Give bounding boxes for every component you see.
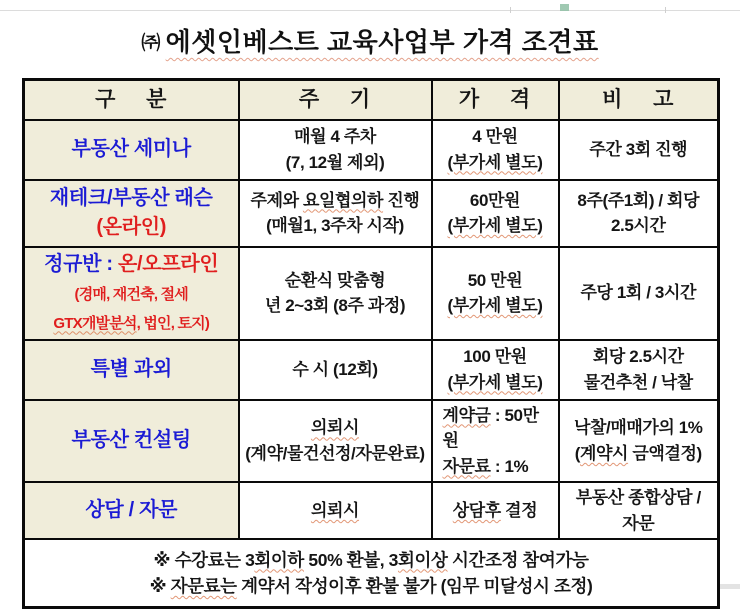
row-category bbox=[24, 247, 239, 340]
text-segment: 50 만원 bbox=[467, 270, 523, 290]
text-segment: (7, 12월 제외) bbox=[285, 152, 385, 172]
text-segment: GTX개발분석 bbox=[53, 314, 137, 332]
text-line bbox=[244, 268, 427, 294]
text-line bbox=[437, 293, 554, 319]
text-line bbox=[564, 344, 714, 370]
text-segment: 2.5시간 bbox=[611, 216, 666, 235]
row-remark bbox=[559, 482, 719, 539]
text-line bbox=[244, 293, 427, 319]
text-segment: 주간 3회 진행 bbox=[589, 139, 688, 159]
row-cycle bbox=[239, 120, 432, 180]
text-segment: (온라인) bbox=[96, 216, 167, 238]
text-line bbox=[29, 426, 234, 455]
text-line bbox=[437, 268, 554, 294]
text-line bbox=[564, 441, 714, 467]
row-price bbox=[432, 340, 559, 400]
text-line bbox=[29, 135, 234, 164]
text-line bbox=[437, 124, 554, 150]
text-line bbox=[141, 27, 598, 57]
text-line bbox=[29, 573, 713, 599]
text-segment: , 법인, 토지) bbox=[136, 314, 210, 332]
row-category bbox=[24, 482, 239, 539]
text-segment: (부가세 별도) bbox=[447, 372, 543, 392]
text-segment: 부동산 컨설팅 bbox=[71, 429, 191, 452]
text-line bbox=[564, 370, 714, 396]
text-segment: 계약금 bbox=[442, 405, 491, 425]
text-segment: 온/오프라인 bbox=[118, 252, 219, 275]
text-segment: (매월1, 3주차 시작) bbox=[266, 216, 404, 235]
row-cycle bbox=[239, 180, 432, 247]
sheet-gridline-top bbox=[0, 10, 740, 11]
text-line bbox=[29, 355, 234, 384]
text-line bbox=[29, 279, 234, 308]
text-line bbox=[29, 308, 234, 337]
text-segment: (경매, 재건축, 절세 bbox=[74, 285, 188, 303]
row-category bbox=[24, 180, 239, 247]
notes-row bbox=[24, 539, 719, 607]
row-cycle bbox=[239, 482, 432, 539]
text-line bbox=[29, 547, 713, 573]
text-segment: 정규반 : bbox=[44, 252, 119, 275]
text-line bbox=[29, 184, 234, 213]
text-line bbox=[564, 485, 714, 511]
text-segment: 50% 환불, 3 bbox=[303, 549, 398, 570]
sheet-selection-artifact bbox=[560, 4, 569, 11]
text-segment: ※ 수강료는 3 bbox=[153, 549, 255, 570]
row-price bbox=[432, 400, 559, 483]
row-remark bbox=[559, 340, 719, 400]
text-segment: 요일협의하 bbox=[302, 190, 384, 210]
text-segment: 의뢰시 bbox=[310, 418, 360, 438]
row-category bbox=[24, 340, 239, 400]
sheet-column-tick bbox=[510, 7, 511, 13]
column-header-price: 가 격 bbox=[432, 80, 559, 120]
text-segment: 의뢰시 bbox=[310, 500, 360, 520]
row-category bbox=[24, 120, 239, 180]
table-row-special-tutoring bbox=[24, 340, 719, 400]
text-segment: (부가세 별도) bbox=[447, 152, 543, 172]
row-price bbox=[432, 120, 559, 180]
text-segment: 계약시 bbox=[580, 443, 629, 463]
text-line bbox=[564, 188, 714, 214]
table-row-regular-class bbox=[24, 247, 719, 340]
text-line bbox=[564, 137, 714, 163]
price-table bbox=[22, 78, 720, 609]
text-segment: (부가세 별도) bbox=[447, 216, 543, 235]
text-segment: 회당 2.5시간 bbox=[592, 347, 684, 366]
text-segment: 계약서 작성이후 환불 불가 (임무 미달성시 조정) bbox=[236, 575, 593, 596]
text-line bbox=[437, 344, 554, 370]
row-remark bbox=[559, 400, 719, 483]
text-segment: 에셋인베스트 교육사업부 가격 조견표 bbox=[165, 27, 599, 57]
text-segment: 100 만원 bbox=[463, 347, 527, 366]
page-title bbox=[0, 22, 740, 59]
text-segment: 자문료는 bbox=[170, 575, 237, 596]
text-segment: : 50만원 bbox=[442, 405, 539, 450]
text-segment: (부가세 별도) bbox=[447, 296, 543, 315]
row-category bbox=[24, 400, 239, 483]
text-segment: 회이상 bbox=[397, 549, 448, 570]
text-line bbox=[244, 213, 427, 239]
text-segment: 년 2~3회 (8주 과정) bbox=[264, 296, 406, 315]
row-cycle bbox=[239, 400, 432, 483]
text-segment: ( bbox=[574, 443, 580, 463]
text-segment: 자문 bbox=[622, 513, 655, 533]
text-segment: 주당 1회 / 3시간 bbox=[580, 283, 696, 303]
text-segment: 자문료 bbox=[442, 456, 491, 476]
text-segment: (계약/물건선정/자문완료) bbox=[245, 443, 425, 463]
text-segment: 상담후 bbox=[452, 500, 501, 520]
text-segment: 금액결정) bbox=[628, 443, 702, 463]
text-segment: ㈜ bbox=[141, 33, 166, 54]
text-line bbox=[437, 498, 554, 524]
text-segment: 결정 bbox=[500, 500, 538, 520]
text-segment: 8주(주1회) / 회당 bbox=[577, 190, 700, 210]
text-line bbox=[29, 213, 234, 242]
text-segment: 낙찰/매매가의 1% bbox=[573, 418, 703, 438]
text-line bbox=[244, 498, 427, 524]
table-row-counsel bbox=[24, 482, 719, 539]
text-segment: 4 만원 bbox=[472, 127, 518, 146]
text-segment: : 1% bbox=[490, 456, 529, 476]
sheet-column-tick bbox=[665, 7, 666, 13]
text-segment: 60만원 bbox=[469, 190, 521, 210]
text-segment: 수 시 (12회) bbox=[292, 359, 378, 379]
text-line bbox=[244, 150, 427, 176]
text-line bbox=[564, 213, 714, 239]
footnotes bbox=[24, 539, 719, 607]
text-line bbox=[244, 415, 427, 441]
row-remark bbox=[559, 120, 719, 180]
text-line bbox=[564, 511, 714, 537]
text-line bbox=[443, 454, 554, 480]
row-remark bbox=[559, 247, 719, 340]
text-segment: 매월 4 주차 bbox=[294, 127, 376, 146]
text-line bbox=[564, 280, 714, 306]
text-segment: 재테크/부동산 래슨 bbox=[49, 187, 213, 209]
text-line bbox=[437, 188, 554, 214]
text-segment: 부동산 종합상담 / bbox=[575, 488, 701, 507]
text-line bbox=[29, 496, 234, 525]
text-line bbox=[437, 213, 554, 239]
text-segment: 물건추천 / 낙찰 bbox=[583, 372, 693, 392]
text-segment: ※ bbox=[149, 575, 171, 596]
column-header-cycle: 주 기 bbox=[239, 80, 432, 120]
text-line bbox=[437, 150, 554, 176]
text-segment: 상담 / 자문 bbox=[85, 499, 178, 521]
text-segment: 부동산 세미나 bbox=[71, 138, 191, 160]
table-row-lesson bbox=[24, 180, 719, 247]
column-header-remark: 비 고 bbox=[559, 80, 719, 120]
table-row-consulting bbox=[24, 400, 719, 483]
text-segment: 주제와 bbox=[250, 190, 303, 210]
text-line bbox=[443, 403, 554, 454]
text-line bbox=[437, 370, 554, 396]
text-line bbox=[244, 441, 427, 467]
text-line bbox=[29, 250, 234, 279]
text-segment: 순환식 맞춤형 bbox=[284, 270, 386, 290]
text-segment: 특별 과외 bbox=[90, 358, 172, 380]
text-line bbox=[564, 415, 714, 441]
row-price bbox=[432, 247, 559, 340]
header-row bbox=[24, 80, 719, 120]
row-cycle bbox=[239, 340, 432, 400]
text-line bbox=[244, 188, 427, 214]
text-line bbox=[244, 357, 427, 383]
column-header-category: 구 분 bbox=[24, 80, 239, 120]
table-row-seminar bbox=[24, 120, 719, 180]
text-segment: 시간조정 참여가능 bbox=[447, 549, 589, 570]
row-price bbox=[432, 180, 559, 247]
row-remark bbox=[559, 180, 719, 247]
text-line bbox=[244, 124, 427, 150]
text-segment: 회이하 bbox=[254, 549, 304, 570]
row-price bbox=[432, 482, 559, 539]
row-cycle bbox=[239, 247, 432, 340]
text-segment: 진행 bbox=[383, 190, 420, 210]
